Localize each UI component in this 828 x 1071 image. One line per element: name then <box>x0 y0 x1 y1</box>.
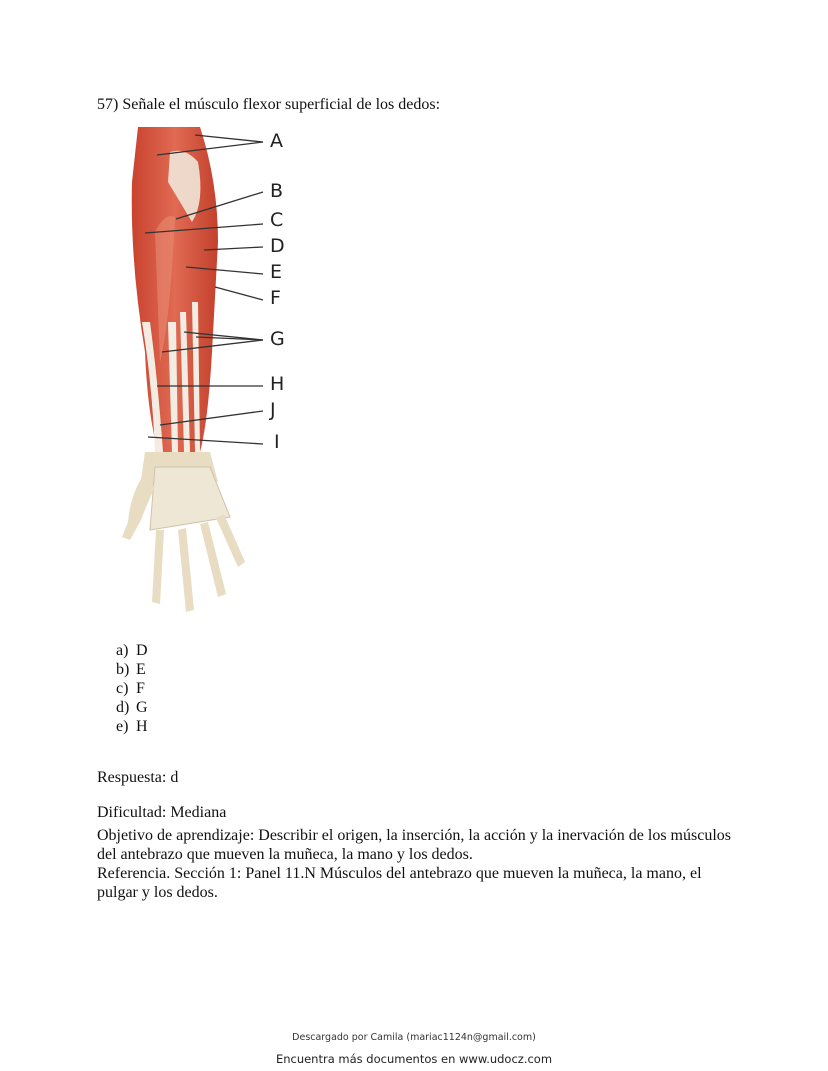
option-value: G <box>136 699 148 716</box>
answer-options <box>116 641 148 736</box>
download-notice: Descargado por Camila (mariac1124n@gmail.com) <box>292 1032 536 1043</box>
label-f: F <box>270 287 281 309</box>
difficulty-text: Dificultad: Mediana <box>97 804 227 821</box>
option-key: a) <box>116 642 129 659</box>
reference-text: Referencia. Sección 1: Panel 11.N Músculos del antebrazo que mueven la muñeca, la mano, el pulgar y los dedos. <box>97 865 702 901</box>
option-e <box>116 717 148 736</box>
option-b <box>116 660 148 679</box>
label-b: B <box>270 180 284 202</box>
label-j: J <box>270 399 276 421</box>
option-key: e) <box>116 718 129 735</box>
option-value: H <box>136 718 148 735</box>
option-d <box>116 698 148 717</box>
label-c: C <box>270 209 284 231</box>
metadata-block <box>97 826 737 902</box>
label-a: A <box>270 130 283 152</box>
learning-objective: Objetivo de aprendizaje: Describir el origen, la inserción, la acción y la inervación de los músculos del antebrazo que mueven la muñeca, la mano y los dedos. <box>97 827 731 863</box>
option-key: b) <box>116 661 130 678</box>
forearm-anatomy-figure <box>100 122 310 622</box>
label-g: G <box>270 328 285 350</box>
option-key: c) <box>116 680 129 697</box>
label-d: D <box>270 235 285 257</box>
udocz-link[interactable]: Encuentra más documentos en www.udocz.com <box>275 1052 553 1066</box>
question-title: 57) Señale el músculo flexor superficial de los dedos: <box>97 96 441 113</box>
answer-text: Respuesta: d <box>97 769 179 786</box>
label-i: I <box>274 431 280 453</box>
option-value: F <box>136 680 145 697</box>
label-e: E <box>270 261 283 283</box>
option-key: d) <box>116 699 130 716</box>
option-a <box>116 641 148 660</box>
option-value: E <box>136 661 146 678</box>
option-value: D <box>136 642 148 659</box>
label-h: H <box>270 373 285 395</box>
option-c <box>116 679 148 698</box>
